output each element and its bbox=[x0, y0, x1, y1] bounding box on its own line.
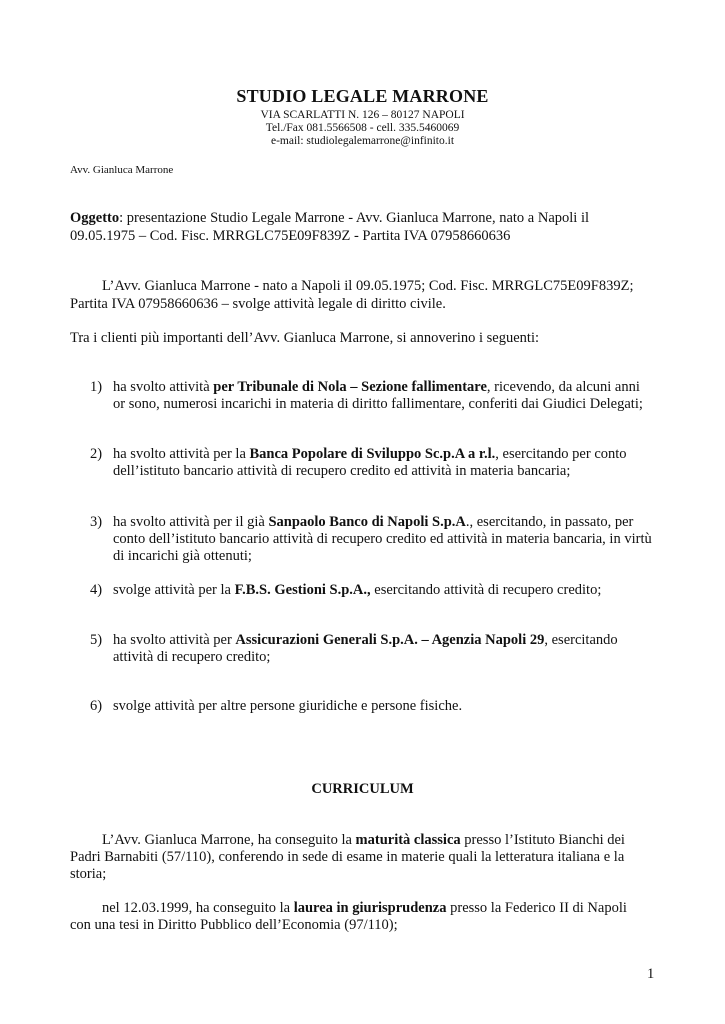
item-text: ha svolto attività per bbox=[113, 632, 236, 648]
item-number: 1) bbox=[90, 379, 103, 395]
paragraph-highlight: laurea in giurisprudenza bbox=[293, 900, 447, 916]
list-item bbox=[113, 379, 653, 413]
item-text: di incarichi già ottenuti; bbox=[113, 548, 252, 564]
letterhead-email: e-mail: studiolegalemarrone@infinito.it bbox=[270, 135, 455, 147]
paragraph-highlight: maturità classica bbox=[355, 832, 461, 848]
item-number: 6) bbox=[90, 698, 103, 714]
curriculum-p1-line-1 bbox=[102, 832, 625, 849]
item-text: , esercitando per conto bbox=[495, 446, 627, 462]
curriculum-heading: CURRICULUM bbox=[311, 781, 414, 797]
intro-line-1: L’Avv. Gianluca Marrone - nato a Napoli il 09.05.1975; Cod. Fisc. MRRGLC75E09F839Z; bbox=[102, 278, 634, 294]
item-text: conto dell’istituto bancario attività di recupero credito ed attività in materia bancaria, in virtù bbox=[113, 531, 652, 547]
subject-line-1 bbox=[70, 210, 589, 227]
paragraph-text: presso l’Istituto Bianchi dei bbox=[460, 832, 625, 848]
intro-line-2: Partita IVA 07958660636 – svolge attività legale di diritto civile. bbox=[70, 296, 446, 312]
item-highlight: F.B.S. Gestioni S.p.A., bbox=[234, 582, 371, 598]
curriculum-p1-line-3: storia; bbox=[70, 866, 107, 882]
subject-label: Oggetto bbox=[70, 210, 120, 226]
item-number: 2) bbox=[90, 446, 103, 462]
clients-intro: Tra i clienti più importanti dell’Avv. Gianluca Marrone, si annoverino i seguenti: bbox=[70, 330, 539, 346]
list-item bbox=[113, 514, 653, 565]
item-number: 4) bbox=[90, 582, 103, 598]
item-text: esercitando attività di recupero credito; bbox=[370, 582, 602, 598]
list-item bbox=[113, 632, 653, 666]
item-number: 3) bbox=[90, 514, 103, 530]
item-text: , esercitando bbox=[544, 632, 618, 648]
item-highlight: Sanpaolo Banco di Napoli S.p.A bbox=[268, 514, 466, 530]
list-item bbox=[113, 582, 653, 599]
subject-line-2: 09.05.1975 – Cod. Fisc. MRRGLC75E09F839Z - Partita IVA 07958660636 bbox=[70, 228, 511, 244]
curriculum-p2-line-2: con una tesi in Diritto Pubblico dell’Economia (97/110); bbox=[70, 917, 398, 933]
paragraph-text: presso la Federico II di Napoli bbox=[446, 900, 627, 916]
letterhead-title: STUDIO LEGALE MARRONE bbox=[236, 86, 489, 106]
item-highlight: Assicurazioni Generali S.p.A. – Agenzia Napoli 29 bbox=[235, 632, 545, 648]
list-item bbox=[113, 446, 653, 480]
item-number: 5) bbox=[90, 632, 103, 648]
item-highlight: Banca Popolare di Sviluppo Sc.p.A a r.l. bbox=[249, 446, 496, 462]
item-highlight: per Tribunale di Nola – Sezione fallimentare bbox=[213, 379, 487, 395]
item-text: , ricevendo, da alcuni anni bbox=[486, 379, 640, 395]
paragraph-text: nel 12.03.1999, ha conseguito la bbox=[102, 900, 294, 916]
item-text: ha svolto attività bbox=[113, 379, 214, 395]
page-number: 1 bbox=[647, 966, 655, 982]
paragraph-text: L’Avv. Gianluca Marrone, ha conseguito la bbox=[102, 832, 356, 848]
author-line: Avv. Gianluca Marrone bbox=[70, 164, 174, 176]
list-item bbox=[113, 698, 653, 715]
subject-text: : presentazione Studio Legale Marrone - Avv. Gianluca Marrone, nato a Napoli il bbox=[119, 210, 590, 226]
item-text: ha svolto attività per la bbox=[113, 446, 250, 462]
letterhead-address: VIA SCARLATTI N. 126 – 80127 NAPOLI bbox=[260, 109, 465, 121]
item-text: dell’istituto bancario attività di recupero credito ed attività in materia bancaria; bbox=[113, 463, 571, 479]
curriculum-p1-line-2: Padri Barnabiti (57/110), conferendo in sede di esame in materie quali la letteratura italiana e la bbox=[70, 849, 625, 865]
item-text: svolge attività per altre persone giuridiche e persone fisiche. bbox=[113, 698, 463, 714]
item-text: svolge attività per la bbox=[113, 582, 235, 598]
item-text: attività di recupero credito; bbox=[113, 649, 271, 665]
letterhead-phone: Tel./Fax 081.5566508 - cell. 335.5460069 bbox=[265, 122, 460, 134]
curriculum-p2-line-1 bbox=[102, 900, 627, 917]
item-text: ha svolto attività per il già bbox=[113, 514, 269, 530]
item-text: ., esercitando, in passato, per bbox=[465, 514, 634, 530]
item-text: or sono, numerosi incarichi in materia di diritto fallimentare, conferiti dai Giudici Delegati; bbox=[113, 396, 643, 412]
